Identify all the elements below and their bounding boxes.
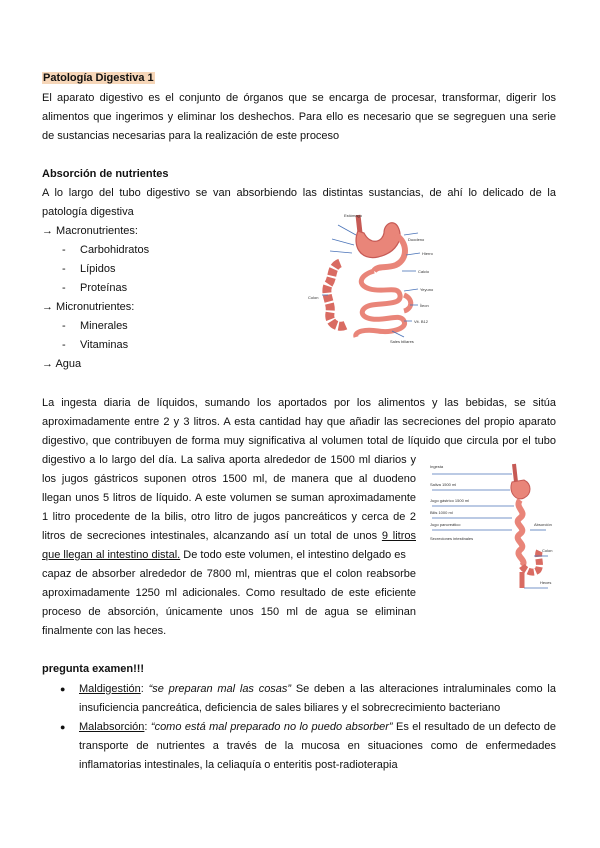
fig1-label: Estómago <box>344 213 363 218</box>
liquids-line-9: que llegan al intestino distal. De todo este volumen, el intestino delgado es <box>42 549 406 561</box>
macro-item-lipidos: Lípidos <box>80 263 116 275</box>
fig1-label: Vit. B12 <box>414 319 428 324</box>
list-dash: - <box>62 339 66 351</box>
stomach-shape <box>356 223 400 258</box>
micro-item-vitaminas: Vitaminas <box>80 339 129 351</box>
small-intestine-shape <box>356 271 405 337</box>
liquids-line-3: digestivo, que contribuyen de forma muy significativa al volumen total de líquido que circula por el tubo <box>42 435 556 447</box>
liquids-line-1: La ingesta diaria de líquidos, sumando los aportados por los alimentos y las bebidas, se sitúa <box>42 397 556 409</box>
exam-item-malabsorcion-line-3: inflamatorias intestinales, la celiaquía o enteritis post-radioterapia <box>79 759 398 771</box>
ileum-shape <box>404 295 411 311</box>
list-dash: - <box>62 244 66 256</box>
liquids-line-2: aproximadamente entre 2 y 3 litros. A esta cantidad hay que añadir las secreciones del propio aparato <box>42 416 556 428</box>
fig1-label: Calcio <box>418 269 430 274</box>
exam-heading: pregunta examen!!! <box>42 663 145 675</box>
micro-item-minerales: Minerales <box>80 320 128 332</box>
fig2-label: Absorción <box>534 522 552 527</box>
macro-label: → Macronutrientes: <box>42 225 138 237</box>
term-maldigestion: Maldigestión <box>79 683 141 695</box>
fig2-label: Heces <box>540 580 552 585</box>
absorption-heading: Absorción de nutrientes <box>42 168 169 180</box>
liquids-line-7: 1 litro procedente de la bilis, otro litro de jugos pancreáticos y cerca de 2 <box>42 511 416 523</box>
absorption-line-2: patología digestiva <box>42 206 134 218</box>
bullet-dot: ● <box>60 684 66 694</box>
micro-label: → Micronutrientes: <box>42 301 135 313</box>
fig1-label: Duodeno <box>408 237 425 242</box>
quote-malabsorcion: “como está mal preparado no lo puedo absorber” <box>150 721 393 733</box>
liquids-line-5: los jugos gástricos suponen otros 1500 ml, de manera que al duodeno <box>42 473 416 485</box>
fig2-label: Bilis 1000 ml <box>430 510 453 515</box>
exam-item-maldigestion-line-1: Maldigestión: “se preparan mal las cosas” Se deben a las alteraciones intraluminales como la <box>79 683 556 695</box>
liquids-line-4: digestivo a lo largo del día. La saliva aporta alrededor de 1500 ml diarios y <box>42 454 416 466</box>
fig1-label: Yeyuno <box>420 287 434 292</box>
fluid-balance-figure <box>428 460 568 598</box>
underlined-distal: que llegan al intestino distal. <box>42 549 181 561</box>
list-dash: - <box>62 320 66 332</box>
digestive-absorption-figure <box>300 205 450 353</box>
liquids-line-6: llegan unos 5 litros de líquido. A este volumen se suman aproximadamente <box>42 492 416 504</box>
intro-line-2: alimentos que ingerimos y eliminar los deshechos. Para ello es necesario que se segreguen una serie <box>42 111 556 123</box>
exam-item-malabsorcion-line-1: Malabsorción: “como está mal preparado no lo puedo absorber” Es el resultado de un defecto de <box>79 721 556 733</box>
fig2-label: Secreciones intestinales <box>430 536 474 541</box>
fig2-esophagus <box>514 464 516 482</box>
fig2-label: Jugo pancreático <box>430 522 461 527</box>
liquids-line-10: capaz de absorber alrededor de 7800 ml, mientras que el colon reabsorbe <box>42 568 416 580</box>
fig2-label: Colon <box>542 548 553 553</box>
quote-maldigestion: “se preparan mal las cosas” <box>148 683 292 695</box>
liquids-line-13: finalmente con las heces. <box>42 625 167 637</box>
fig1-label: Sales biliares <box>390 339 414 344</box>
fig2-label: Ingesta <box>430 464 444 469</box>
fig1-label: Colon <box>308 295 319 300</box>
fig2-stomach <box>511 480 530 499</box>
exam-item-maldigestion-line-2: insuficiencia pancreática, deficiencia de sales biliares y el sobrecrecimiento bacteriano <box>79 702 501 714</box>
term-malabsorcion: Malabsorción <box>79 721 145 733</box>
fig1-label: Hierro <box>422 251 433 256</box>
fig1-label: Íleon <box>420 303 429 308</box>
bullet-dot: ● <box>60 722 66 732</box>
document-title: Patología Digestiva 1 <box>43 72 154 84</box>
fig2-label: Saliva 1500 ml <box>430 482 457 487</box>
fig2-small-intestine <box>518 500 524 566</box>
intro-line-1: El aparato digestivo es el conjunto de órganos que se encarga de procesar, transformar, digerir los <box>42 92 556 104</box>
exam-item-malabsorcion-line-2: transporte de nutrientes a través de la mucosa en situaciones como de enfermedades <box>79 740 556 752</box>
liquids-line-11: aproximadamente 1250 ml adicionales. Como resultado de este eficiente <box>42 587 416 599</box>
liquids-line-8: litros de secreciones intestinales, alcanzando así un total de unos 9 litros <box>42 530 416 542</box>
colon-shape <box>327 263 346 326</box>
underlined-volume: 9 litros <box>381 530 416 542</box>
figure2-labels <box>430 464 552 585</box>
fig2-label: Jugo gástrico 1500 ml <box>430 498 470 503</box>
macro-item-proteinas: Proteínas <box>80 282 128 294</box>
list-dash: - <box>62 282 66 294</box>
intro-line-3: de sustancias necesarias para la realización de este proceso <box>42 130 340 142</box>
liquids-line-12: proceso de absorción, únicamente unos 150 ml de agua se eliminan <box>42 606 416 618</box>
list-dash: - <box>62 263 66 275</box>
macro-item-carbohidratos: Carbohidratos <box>80 244 150 256</box>
absorption-line-1: A lo largo del tubo digestivo se van absorbiendo las distintas sustancias, de ahí lo delicado de la <box>42 187 556 199</box>
water-label: → Agua <box>42 358 82 370</box>
